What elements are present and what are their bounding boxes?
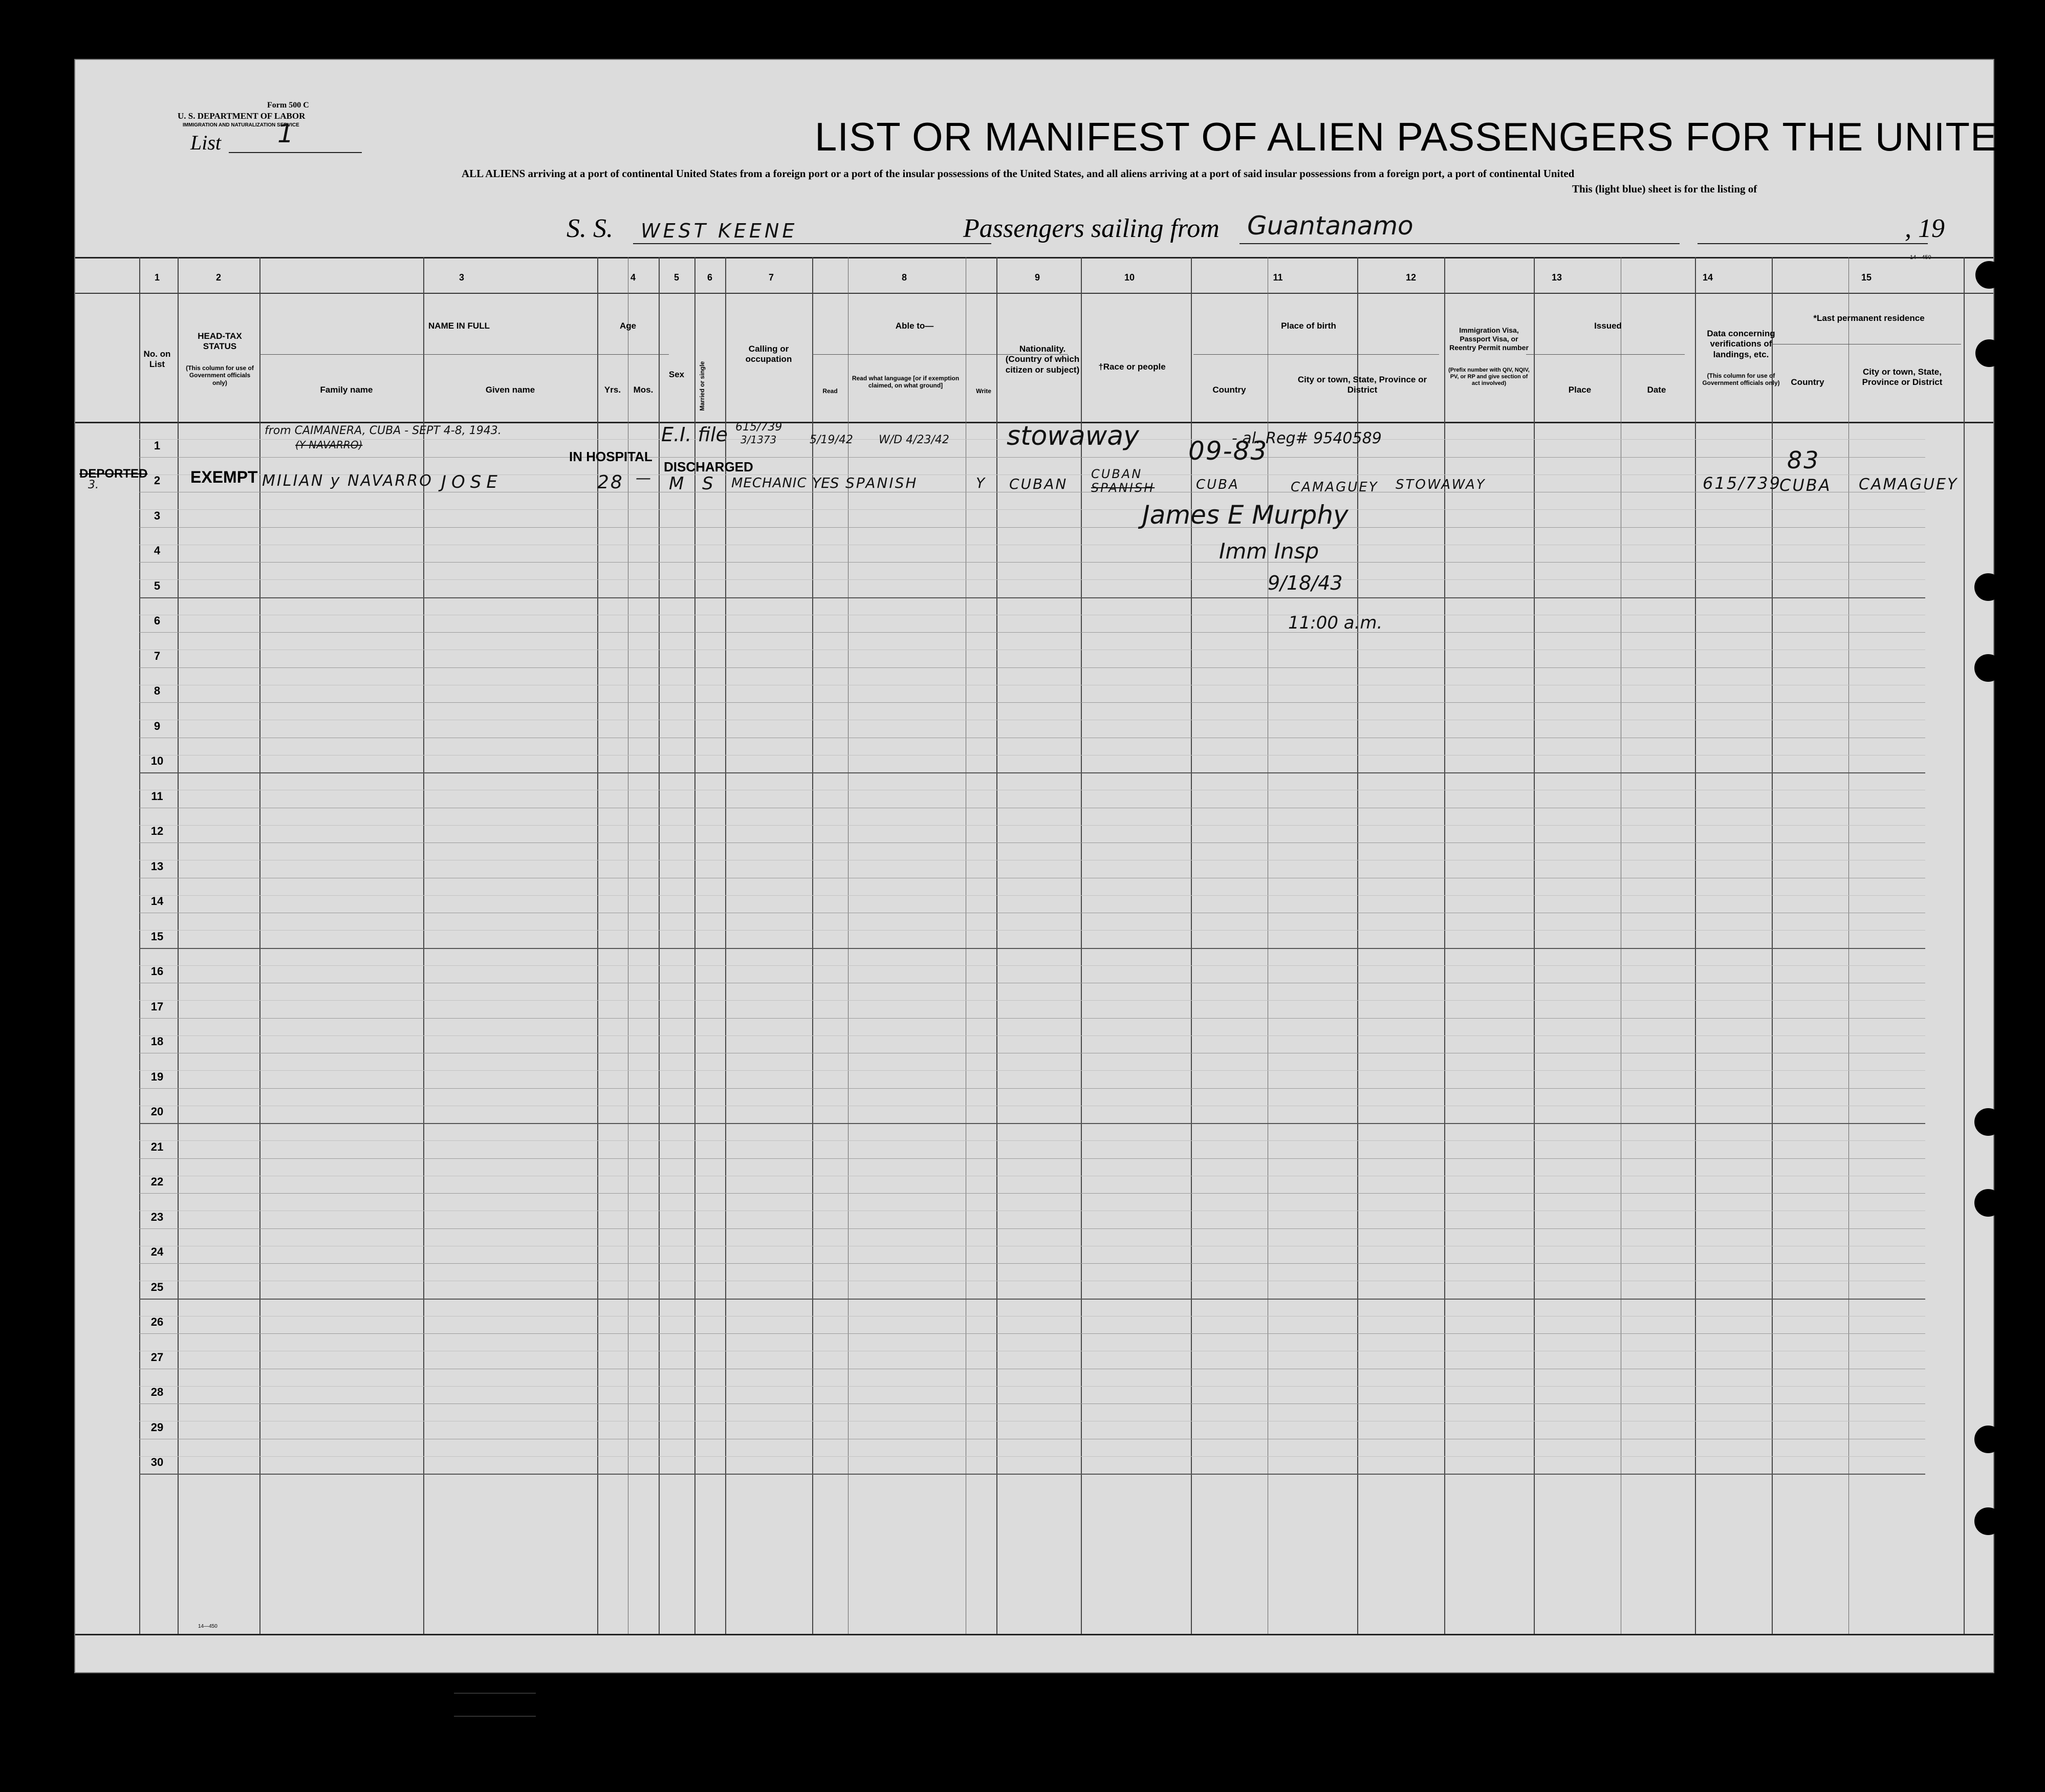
row-subline xyxy=(139,930,1925,931)
row-subline xyxy=(139,1070,1925,1071)
row-number: 19 xyxy=(150,1070,164,1083)
ship-name: WEST KEENE xyxy=(641,220,798,242)
residence-country-value: CUBA xyxy=(1779,476,1832,495)
visa-value: STOWAWAY xyxy=(1396,477,1486,492)
row-number: 20 xyxy=(150,1105,164,1118)
row-line xyxy=(139,1018,1925,1019)
ship-label: S. S. xyxy=(567,214,613,243)
residence-footnote: * Permanent residence within the meaning of this manifest shall be actual or intended residence of one year or more. xyxy=(1025,1690,1405,1698)
sex-value: M xyxy=(669,473,686,494)
column-line xyxy=(423,257,424,1634)
row-number: 16 xyxy=(150,965,164,978)
header-write: Write xyxy=(976,387,991,395)
race-value: CUBAN xyxy=(1091,467,1143,481)
column-line xyxy=(996,257,997,1634)
row-number: 1 xyxy=(154,439,161,452)
row-line xyxy=(139,667,1925,668)
inspector-signature: James E Murphy xyxy=(1142,500,1348,530)
date-note: 5/19/42 xyxy=(810,434,853,446)
file-number-2: 3/1373 xyxy=(741,434,777,446)
row-subline xyxy=(139,825,1925,826)
row-number: 7 xyxy=(154,649,161,662)
row-line xyxy=(139,632,1925,633)
punch-hole xyxy=(1975,339,2003,367)
table-header-border xyxy=(75,293,1993,294)
col-number-2: 2 xyxy=(215,272,221,283)
punch-hole xyxy=(1974,573,2002,601)
deported-number: 3. xyxy=(88,479,99,491)
column-line xyxy=(1357,257,1358,1634)
header-race: †Race or people xyxy=(1098,362,1166,372)
col-number-12: 12 xyxy=(1405,272,1417,283)
row-line xyxy=(139,702,1925,703)
list-line xyxy=(229,152,362,153)
row-number: 9 xyxy=(154,719,161,732)
head-tax-value: EXEMPT xyxy=(190,468,258,486)
list-label: List xyxy=(190,131,222,154)
header-data-concerning: Data concerning verifications of landings, etc. xyxy=(1707,329,1775,359)
race-struck-value: SPANISH xyxy=(1091,481,1155,495)
row-line xyxy=(139,1123,1925,1124)
header-sex: Sex xyxy=(668,370,685,379)
col-number-10: 10 xyxy=(1124,272,1135,283)
form-code-bottom: 14—450 xyxy=(1539,1705,1558,1711)
col-number-7: 7 xyxy=(768,272,774,283)
col-number-13: 13 xyxy=(1551,272,1562,283)
punch-hole xyxy=(1974,1189,2002,1217)
residence-code-value: 83 xyxy=(1787,446,1820,474)
row-number: 27 xyxy=(150,1350,164,1364)
column-line xyxy=(1444,257,1445,1634)
row-number: 8 xyxy=(154,684,161,697)
column-line xyxy=(1772,257,1773,1634)
verification-value: 615/739 xyxy=(1703,473,1781,493)
family-name-value: MILIAN y NAVARRO xyxy=(262,472,433,490)
in-hospital-stamp: IN HOSPITAL xyxy=(569,449,652,464)
write-value: Y xyxy=(976,474,987,491)
sailing-label: Passengers sailing from xyxy=(963,214,1220,243)
struck-name-note: (Y NAVARRO) xyxy=(295,439,363,451)
registration-note: - al. Reg# 9540589 xyxy=(1232,429,1382,447)
file-number: 615/739 xyxy=(735,421,782,434)
header-name-in-full: NAME IN FULL xyxy=(428,321,490,331)
sailing-from: Guantanamo xyxy=(1247,211,1413,241)
column-line xyxy=(659,257,660,1634)
row-number: 29 xyxy=(150,1420,164,1434)
header-married: Married or single xyxy=(698,361,706,411)
service-label: IMMIGRATION AND NATURALIZATION SERVICE xyxy=(183,122,299,128)
col-number-5: 5 xyxy=(673,272,679,283)
inspector-title: Imm Insp xyxy=(1219,538,1319,564)
given-name-value: JOSE xyxy=(441,472,503,492)
row-number: 10 xyxy=(150,754,164,767)
col-number-4: 4 xyxy=(630,272,636,283)
row-line xyxy=(139,1088,1925,1089)
col-number-3: 3 xyxy=(459,272,464,283)
row-line xyxy=(139,562,1925,563)
row-line xyxy=(139,1263,1925,1264)
row-line xyxy=(139,527,1925,528)
total-passengers-line[interactable] xyxy=(454,1693,536,1694)
language-value: SPANISH xyxy=(845,474,918,491)
row-line xyxy=(139,1228,1925,1229)
col-number-8: 8 xyxy=(901,272,907,283)
us-citizens-dots: ..... xyxy=(403,1705,432,1716)
header-issued: Issued xyxy=(1594,321,1622,331)
header-age-yrs: Yrs. xyxy=(604,385,621,395)
subtitle: ALL ALIENS arriving at a port of continental United States from a foreign port or a port of the insular possessions of the United States, and all aliens arriving at a port of said insular possessions from a foreign port, a port of continental United xyxy=(462,167,1575,180)
column-line xyxy=(1964,257,1965,1634)
header-head-tax-note: (This column for use of Government officials only) xyxy=(186,364,254,386)
col-number-6: 6 xyxy=(707,272,712,283)
header-visa-note: (Prefix number with QIV, NQIV, PV, or RP and give section of act involved) xyxy=(1448,367,1530,387)
form-code-top: 14—450 xyxy=(1910,254,1931,261)
row-line xyxy=(139,597,1925,598)
row-number: 15 xyxy=(150,930,164,943)
row-number: 13 xyxy=(150,859,164,873)
total-passengers-label: Total passengers xyxy=(288,1682,367,1693)
row-line xyxy=(139,1193,1925,1194)
inspection-date: 9/18/43 xyxy=(1268,572,1343,594)
row-number: 11 xyxy=(151,789,163,803)
header-birth-city: City or town, State, Province or District xyxy=(1297,375,1427,395)
inspection-time: 11:00 a.m. xyxy=(1288,613,1383,633)
row-number: 22 xyxy=(150,1175,164,1188)
row-number: 3 xyxy=(154,509,161,522)
races-footnote: † List of races will be found on the back of this sheet. xyxy=(1025,1702,1198,1710)
row-line xyxy=(139,1333,1925,1334)
col-number-15: 15 xyxy=(1861,272,1872,283)
row-number: 24 xyxy=(150,1245,164,1258)
header-place-of-birth: Place of birth xyxy=(1281,321,1336,331)
department-label: U. S. DEPARTMENT OF LABOR xyxy=(178,111,306,121)
total-passengers-dots: ..... xyxy=(403,1682,432,1693)
header-age: Age xyxy=(619,321,637,331)
column-line xyxy=(1081,257,1082,1634)
column-line xyxy=(259,257,260,1634)
subtitle-2: This (light blue) sheet is for the listing of xyxy=(1572,183,1757,195)
aliens-dots: ..... xyxy=(403,1729,432,1739)
issued-subheader-rule xyxy=(1526,354,1685,355)
deported-stamp: DEPORTED xyxy=(79,467,148,481)
row-subline xyxy=(139,1386,1925,1387)
file-note: E.I. file xyxy=(661,423,728,446)
col-number-11: 11 xyxy=(1273,272,1283,283)
row-line xyxy=(139,1158,1925,1159)
column-line xyxy=(1534,257,1535,1634)
header-read: Read xyxy=(822,387,838,395)
punch-hole xyxy=(1974,1426,2002,1453)
header-able-to: Able to— xyxy=(895,321,934,331)
row-number: 21 xyxy=(150,1140,164,1153)
row-subline xyxy=(139,895,1925,896)
row-subline xyxy=(139,509,1925,510)
header-birth-country: Country xyxy=(1212,385,1246,395)
age-months-value: — xyxy=(636,469,652,487)
header-read-language: Read what language [or if exemption claimed, on what ground] xyxy=(852,375,960,390)
header-calling: Calling or occupation xyxy=(745,344,792,364)
table-top-border xyxy=(75,257,1993,258)
row-number: 28 xyxy=(150,1386,164,1398)
birth-code-value: 09-83 xyxy=(1188,436,1268,466)
occupation-value: MECHANIC xyxy=(731,476,807,491)
punch-hole xyxy=(1975,261,2003,289)
header-data-note: (This column for use of Government officials only) xyxy=(1702,372,1780,387)
header-last-residence: *Last permanent residence xyxy=(1813,313,1925,323)
list-value: 1 xyxy=(277,119,294,148)
header-res-city: City or town, State, Province or District xyxy=(1862,367,1943,387)
row-line xyxy=(139,1299,1925,1300)
row-number: 18 xyxy=(150,1035,164,1048)
row-number: 25 xyxy=(150,1280,164,1293)
birth-country-value: CUBA xyxy=(1196,477,1239,492)
row-number: 5 xyxy=(154,579,161,592)
header-issued-date: Date xyxy=(1647,385,1666,395)
manifest-sheet xyxy=(74,59,2027,1739)
us-citizens-line[interactable] xyxy=(454,1716,536,1717)
header-no-on-list: No. on List xyxy=(143,349,171,370)
col-number-9: 9 xyxy=(1034,272,1040,283)
aliens-label: Aliens xyxy=(311,1729,340,1739)
col-number-1: 1 xyxy=(154,272,160,283)
discharged-stamp: DISCHARGED xyxy=(664,459,753,474)
col-number-14: 14 xyxy=(1702,272,1713,283)
punch-hole xyxy=(1974,1507,2002,1535)
punch-hole xyxy=(1974,1108,2002,1136)
date-line xyxy=(1698,243,1928,244)
row-number: 23 xyxy=(150,1210,164,1223)
row-subline xyxy=(139,1000,1925,1001)
column-line xyxy=(1695,257,1696,1634)
row-line xyxy=(139,772,1925,773)
row-number: 2 xyxy=(154,474,161,487)
form-code-bottom-left: 14—450 xyxy=(198,1624,217,1629)
nationality-value: CUBAN xyxy=(1009,476,1068,492)
row-number: 30 xyxy=(150,1456,164,1469)
header-age-mos: Mos. xyxy=(633,385,654,395)
wd-note: W/D 4/23/42 xyxy=(879,434,949,446)
table-bottom-border xyxy=(75,1634,1993,1635)
name-subheader-rule xyxy=(259,354,669,355)
marital-value: S xyxy=(702,473,715,494)
column-line xyxy=(178,257,179,1634)
row-number: 26 xyxy=(150,1315,164,1328)
row-line xyxy=(139,1474,1925,1475)
row-number: 14 xyxy=(150,895,164,908)
read-value: YES xyxy=(812,474,839,491)
header-family-name: Family name xyxy=(320,385,373,395)
column-line xyxy=(812,257,813,1634)
row-number: 4 xyxy=(154,544,161,557)
punch-hole xyxy=(1974,654,2002,682)
header-head-tax: HEAD-TAX STATUS xyxy=(198,331,242,352)
row-number: 17 xyxy=(150,1000,164,1013)
row-number: 12 xyxy=(150,825,164,837)
row-subline xyxy=(139,965,1925,966)
age-years-value: 28 xyxy=(597,472,624,493)
row-subline xyxy=(139,579,1925,580)
stowaway-note: stowaway xyxy=(1007,421,1139,451)
row-subline xyxy=(139,1456,1925,1457)
residence-city-value: CAMAGUEY xyxy=(1859,476,1959,493)
form-number: Form 500 C xyxy=(267,101,309,110)
us-citizens-label: U. S. citizens xyxy=(288,1705,348,1716)
row-subline xyxy=(139,1140,1925,1141)
header-issued-place: Place xyxy=(1568,385,1592,395)
column-line xyxy=(1848,257,1849,1634)
year-label: , 19 xyxy=(1905,214,1945,243)
column-line xyxy=(848,257,849,1634)
row-number: 6 xyxy=(154,614,161,627)
header-given-name: Given name xyxy=(485,385,535,395)
header-visa: Immigration Visa, Passport Visa, or Reentry Permit number xyxy=(1449,326,1529,352)
departure-note: from CAIMANERA, CUBA - SEPT 4-8, 1943. xyxy=(265,424,502,437)
page-title: LIST OR MANIFEST OF ALIEN PASSENGERS FOR THE UNITED xyxy=(815,114,2027,159)
birth-subheader-rule xyxy=(1193,354,1439,355)
header-res-country: Country xyxy=(1791,377,1824,387)
row-line xyxy=(139,948,1925,949)
birth-city-value: CAMAGUEY xyxy=(1291,480,1379,495)
sailing-line xyxy=(1239,243,1680,244)
ship-line xyxy=(633,243,991,244)
row-line xyxy=(139,457,1925,458)
row-subline xyxy=(139,1035,1925,1036)
header-nationality: Nationality. (Country of which citizen or subject) xyxy=(1005,344,1080,375)
